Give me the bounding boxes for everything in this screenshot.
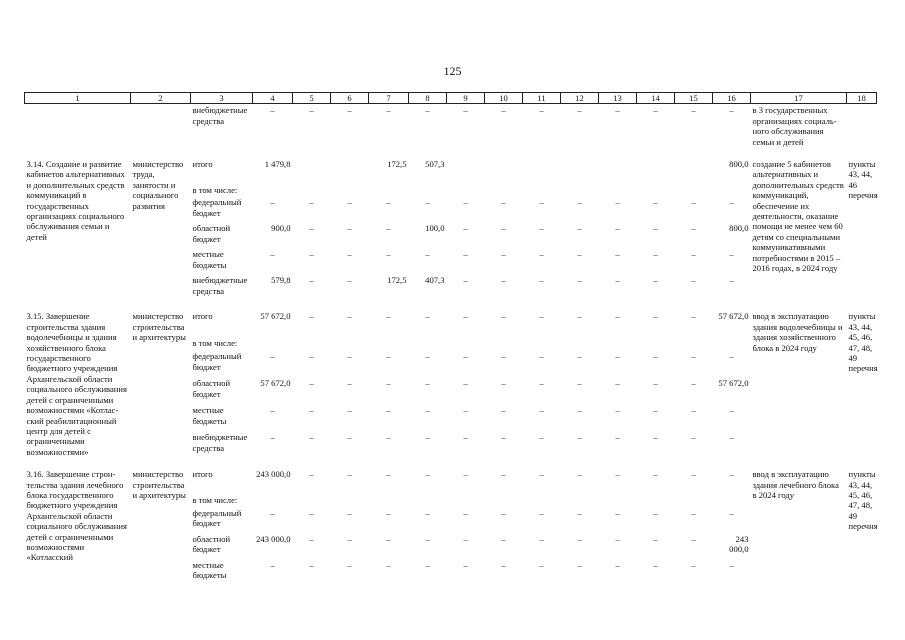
block-spacer	[25, 300, 877, 310]
column-number: 3	[191, 93, 253, 104]
amount-cell: 57 672,0	[260, 378, 291, 389]
activity-title: 3.14. Создание и развитие кабинетов альтернативных и дополнительных средств коммуникаций в государственных организациях социального обслуживания семьи и детей	[26, 159, 125, 242]
amount-cell: –	[691, 275, 696, 286]
amount-cell: –	[615, 223, 620, 234]
amount-cell: –	[615, 533, 620, 544]
amount-cell: –	[425, 559, 430, 570]
amount-cell: –	[577, 275, 582, 286]
column-number: 2	[131, 93, 191, 104]
amount-cell: –	[501, 223, 506, 234]
amount-cell: –	[691, 507, 696, 518]
amount-cell: –	[386, 432, 391, 443]
amount-cell	[369, 337, 409, 350]
block-spacer	[25, 458, 877, 468]
amount-cell: 172,5	[387, 275, 407, 286]
amount-cell: –	[386, 507, 391, 518]
amount-cell: 800,0	[729, 223, 749, 234]
funding-source: федеральный бюджет	[192, 197, 242, 218]
amount-cell	[253, 494, 293, 506]
amount-cell	[675, 158, 713, 184]
funding-source: внебюджетные средства	[192, 105, 248, 126]
amount-cell: –	[270, 105, 275, 116]
column-number: 5	[293, 93, 331, 104]
amount-cell: –	[577, 223, 582, 234]
amount-cell: –	[691, 105, 696, 116]
amount-cell	[523, 184, 561, 196]
funding-source: местные бюджеты	[192, 249, 227, 270]
funding-source: местные бюджеты	[192, 405, 227, 426]
amount-cell: –	[729, 351, 734, 362]
amount-cell: –	[347, 405, 352, 416]
amount-cell: –	[309, 351, 314, 362]
amount-cell: –	[347, 351, 352, 362]
amount-cell: –	[691, 351, 696, 362]
amount-cell	[293, 337, 331, 350]
amount-cell: –	[501, 378, 506, 389]
amount-cell: –	[501, 507, 506, 518]
list-references: пункты 43, 44, 45, 46, 47, 48, 49 перечня	[848, 311, 878, 374]
amount-cell: –	[309, 275, 314, 286]
expected-result: ввод в эксплуатацию здания водолечебницы и здания хозяйственного блока в 2024 году	[752, 311, 843, 353]
column-number: 12	[561, 93, 599, 104]
amount-cell: –	[501, 469, 506, 480]
amount-cell: –	[386, 223, 391, 234]
amount-cell: –	[653, 469, 658, 480]
amount-cell: –	[386, 469, 391, 480]
page-number: 125	[443, 64, 462, 78]
amount-cell: –	[270, 507, 275, 518]
amount-cell	[331, 184, 369, 196]
amount-cell: –	[577, 533, 582, 544]
amount-cell: –	[577, 351, 582, 362]
amount-cell: 172,5	[387, 159, 407, 170]
amount-cell: 507,3	[425, 159, 445, 170]
amount-cell: –	[386, 249, 391, 260]
amount-cell	[637, 494, 675, 506]
amount-cell: –	[425, 533, 430, 544]
activity-title	[25, 104, 131, 148]
amount-cell: –	[463, 432, 468, 443]
amount-cell: –	[501, 249, 506, 260]
amount-cell: –	[729, 275, 734, 286]
executor: министерство строительства и архитектуры	[132, 469, 186, 500]
amount-cell: –	[425, 469, 430, 480]
amount-cell	[713, 494, 751, 506]
amount-cell: –	[539, 311, 544, 322]
amount-cell: –	[691, 432, 696, 443]
amount-cell: –	[653, 105, 658, 116]
amount-cell: –	[615, 378, 620, 389]
amount-cell: –	[615, 275, 620, 286]
amount-cell: –	[615, 351, 620, 362]
activity-title: 3.15. Завершение строительства здания водолечебницы и здания хозяйственного блока государственного бюджетного учреждения Архангельской области социального обслуживания детей с ограниченными возможностями «Котлас-ский реабилитационный центр для детей с ограниченными возможностями»	[26, 311, 127, 457]
amount-cell: –	[425, 432, 430, 443]
amount-cell	[675, 184, 713, 196]
column-number: 1	[25, 93, 131, 104]
amount-cell: –	[347, 249, 352, 260]
amount-cell: –	[501, 275, 506, 286]
amount-cell: 579,8	[271, 275, 291, 286]
amount-cell	[409, 494, 447, 506]
column-number: 18	[847, 93, 877, 104]
amount-cell: –	[309, 105, 314, 116]
amount-cell	[599, 337, 637, 350]
amount-cell: –	[691, 533, 696, 544]
amount-cell	[485, 337, 523, 350]
funding-source: итого	[192, 311, 213, 322]
amount-cell: –	[539, 507, 544, 518]
amount-cell: –	[309, 559, 314, 570]
amount-cell: –	[653, 533, 658, 544]
amount-cell: –	[463, 249, 468, 260]
amount-cell	[447, 184, 485, 196]
amount-cell	[675, 494, 713, 506]
amount-cell	[713, 337, 751, 350]
amount-cell: –	[386, 405, 391, 416]
amount-cell: –	[691, 469, 696, 480]
amount-cell: –	[270, 351, 275, 362]
amount-cell: –	[501, 559, 506, 570]
amount-cell	[713, 184, 751, 196]
amount-cell: –	[653, 378, 658, 389]
amount-cell: –	[463, 533, 468, 544]
executor: министерство строительства и архитектуры	[132, 311, 186, 343]
amount-cell: –	[539, 378, 544, 389]
amount-cell: –	[463, 351, 468, 362]
amount-cell: 57 672,0	[718, 311, 749, 322]
amount-cell	[293, 494, 331, 506]
amount-cell: –	[653, 405, 658, 416]
amount-cell: –	[386, 105, 391, 116]
amount-cell: –	[691, 405, 696, 416]
amount-cell: –	[501, 533, 506, 544]
amount-cell: –	[501, 432, 506, 443]
amount-cell	[293, 184, 331, 196]
amount-cell	[485, 184, 523, 196]
amount-cell	[599, 184, 637, 196]
amount-cell: 800,0	[729, 159, 749, 170]
amount-cell: –	[386, 197, 391, 208]
amount-cell: –	[615, 197, 620, 208]
amount-cell: –	[691, 559, 696, 570]
amount-cell: –	[539, 249, 544, 260]
amount-cell: 243 000,0	[729, 533, 749, 554]
amount-cell	[675, 337, 713, 350]
amount-cell	[561, 337, 599, 350]
executor	[131, 104, 191, 148]
amount-cell: –	[309, 378, 314, 389]
amount-cell	[293, 158, 331, 184]
amount-cell: –	[270, 197, 275, 208]
amount-cell: –	[309, 249, 314, 260]
amount-cell: –	[309, 469, 314, 480]
amount-cell: –	[309, 223, 314, 234]
column-number: 7	[369, 93, 409, 104]
amount-cell: –	[347, 197, 352, 208]
amount-cell: –	[386, 533, 391, 544]
amount-cell: –	[463, 507, 468, 518]
amount-cell: –	[729, 469, 734, 480]
amount-cell	[409, 184, 447, 196]
amount-cell: –	[347, 105, 352, 116]
amount-cell: –	[577, 432, 582, 443]
amount-cell: –	[539, 559, 544, 570]
column-number-header	[25, 93, 877, 104]
amount-cell: –	[501, 311, 506, 322]
amount-cell: –	[577, 405, 582, 416]
amount-cell: –	[270, 405, 275, 416]
amount-cell: –	[270, 432, 275, 443]
amount-cell: 1 479,8	[264, 159, 291, 170]
amount-cell: –	[386, 378, 391, 389]
funding-source: внебюджетные средства	[192, 432, 248, 453]
funding-source: областной бюджет	[192, 223, 231, 244]
amount-cell: –	[425, 507, 430, 518]
amount-cell: –	[539, 469, 544, 480]
amount-cell: –	[615, 249, 620, 260]
amount-cell: –	[615, 105, 620, 116]
amount-cell: –	[425, 378, 430, 389]
amount-cell: –	[577, 311, 582, 322]
amount-cell	[523, 337, 561, 350]
amount-cell: –	[615, 432, 620, 443]
amount-cell: –	[729, 197, 734, 208]
amount-cell: –	[347, 275, 352, 286]
amount-cell: –	[347, 559, 352, 570]
column-number: 14	[637, 93, 675, 104]
amount-cell	[485, 158, 523, 184]
amount-cell: –	[463, 378, 468, 389]
list-references: пункты 43, 44, 46 перечня	[848, 159, 878, 201]
amount-cell: 900,0	[271, 223, 291, 234]
amount-cell: 100,0	[425, 223, 445, 234]
amount-cell: –	[577, 105, 582, 116]
amount-cell: –	[729, 559, 734, 570]
amount-cell: –	[463, 469, 468, 480]
amount-cell: –	[463, 405, 468, 416]
column-number: 13	[599, 93, 637, 104]
amount-cell	[523, 158, 561, 184]
amount-cell	[447, 337, 485, 350]
amount-cell: –	[615, 405, 620, 416]
amount-cell: –	[539, 405, 544, 416]
amount-cell: –	[309, 405, 314, 416]
amount-cell: –	[615, 469, 620, 480]
amount-cell: –	[615, 507, 620, 518]
amount-cell: –	[425, 105, 430, 116]
amount-cell	[599, 494, 637, 506]
amount-cell: –	[691, 311, 696, 322]
amount-cell: –	[577, 378, 582, 389]
amount-cell	[637, 184, 675, 196]
table-row	[25, 468, 877, 494]
amount-cell: –	[309, 432, 314, 443]
funding-source: в том числе:	[192, 495, 238, 506]
amount-cell: –	[347, 223, 352, 234]
amount-cell: –	[615, 311, 620, 322]
amount-cell	[637, 158, 675, 184]
block-spacer	[25, 148, 877, 158]
amount-cell: –	[653, 559, 658, 570]
amount-cell: –	[386, 559, 391, 570]
amount-cell: 407,3	[425, 275, 445, 286]
amount-cell: –	[729, 105, 734, 116]
amount-cell	[561, 158, 599, 184]
column-number: 10	[485, 93, 523, 104]
amount-cell: –	[653, 507, 658, 518]
amount-cell: –	[539, 351, 544, 362]
amount-cell	[523, 494, 561, 506]
amount-cell	[331, 337, 369, 350]
expected-result: ввод в эксплуатацию здания лечебного блока в 2024 году	[752, 469, 839, 500]
amount-cell	[637, 337, 675, 350]
amount-cell: –	[577, 507, 582, 518]
amount-cell: –	[539, 105, 544, 116]
amount-cell: –	[729, 507, 734, 518]
amount-cell	[331, 158, 369, 184]
amount-cell: –	[463, 275, 468, 286]
amount-cell: –	[501, 405, 506, 416]
amount-cell: –	[347, 507, 352, 518]
amount-cell	[447, 494, 485, 506]
amount-cell: –	[309, 507, 314, 518]
program-table	[24, 92, 877, 585]
column-number: 6	[331, 93, 369, 104]
amount-cell: –	[425, 249, 430, 260]
executor: министерство труда, занятости и социального развития	[132, 159, 184, 211]
amount-cell: –	[539, 533, 544, 544]
amount-cell: –	[577, 559, 582, 570]
amount-cell	[485, 494, 523, 506]
amount-cell: –	[347, 311, 352, 322]
amount-cell: –	[347, 432, 352, 443]
amount-cell: –	[691, 223, 696, 234]
amount-cell: –	[386, 311, 391, 322]
funding-source: областной бюджет	[192, 378, 231, 399]
amount-cell: –	[463, 311, 468, 322]
amount-cell: –	[425, 351, 430, 362]
amount-cell: –	[691, 378, 696, 389]
amount-cell: –	[539, 432, 544, 443]
amount-cell: –	[729, 249, 734, 260]
amount-cell: –	[539, 275, 544, 286]
amount-cell: –	[347, 533, 352, 544]
amount-cell: –	[501, 197, 506, 208]
amount-cell: –	[729, 405, 734, 416]
column-number: 8	[409, 93, 447, 104]
amount-cell: –	[653, 311, 658, 322]
funding-source: внебюджетные средства	[192, 275, 248, 296]
amount-cell: –	[691, 197, 696, 208]
amount-cell: –	[309, 533, 314, 544]
amount-cell: –	[653, 432, 658, 443]
amount-cell: –	[425, 405, 430, 416]
amount-cell: –	[347, 469, 352, 480]
amount-cell	[561, 494, 599, 506]
funding-source: итого	[192, 159, 213, 170]
column-number: 4	[253, 93, 293, 104]
amount-cell: –	[309, 197, 314, 208]
amount-cell	[561, 184, 599, 196]
amount-cell	[253, 337, 293, 350]
list-references	[847, 104, 877, 148]
table-row	[25, 158, 877, 184]
amount-cell: –	[501, 351, 506, 362]
amount-cell: –	[577, 469, 582, 480]
funding-source: итого	[192, 469, 213, 480]
funding-source: в том числе:	[192, 338, 238, 349]
funding-source: федеральный бюджет	[192, 351, 242, 372]
amount-cell: –	[463, 105, 468, 116]
list-references: пункты 43, 44, 45, 46, 47, 48, 49 перечня	[848, 469, 878, 532]
amount-cell	[447, 158, 485, 184]
amount-cell: –	[463, 197, 468, 208]
amount-cell: –	[347, 378, 352, 389]
column-number: 15	[675, 93, 713, 104]
funding-source: в том числе:	[192, 185, 238, 196]
funding-source: федеральный бюджет	[192, 507, 242, 528]
column-number: 16	[713, 93, 751, 104]
amount-cell	[599, 158, 637, 184]
funding-source: областной бюджет	[192, 533, 231, 554]
amount-cell: –	[577, 197, 582, 208]
amount-cell	[253, 184, 293, 196]
column-number: 11	[523, 93, 561, 104]
amount-cell: –	[539, 223, 544, 234]
amount-cell: –	[270, 559, 275, 570]
amount-cell	[369, 494, 409, 506]
amount-cell: –	[653, 249, 658, 260]
amount-cell: –	[425, 197, 430, 208]
amount-cell: –	[539, 197, 544, 208]
amount-cell: –	[386, 351, 391, 362]
amount-cell: –	[463, 559, 468, 570]
activity-title: 3.16. Завершение строн-тельства здания лечебного блока государственного бюджетного учреждения Архангельской области социального обслуживания детей с ограниченными возможностями «Котласский	[26, 469, 127, 563]
amount-cell	[369, 184, 409, 196]
amount-cell: 243 000,0	[256, 533, 291, 544]
amount-cell: –	[577, 249, 582, 260]
expected-result: в 3 государственных организациях социаль-ного обслуживания семьи и детей	[752, 105, 837, 147]
amount-cell: –	[653, 197, 658, 208]
amount-cell: –	[309, 311, 314, 322]
amount-cell: –	[615, 559, 620, 570]
amount-cell: –	[653, 223, 658, 234]
column-number: 9	[447, 93, 485, 104]
expected-result: создание 5 кабинетов альтернативных и дополнительных средств коммуникаций, обеспечение их деятельности, оказание помощи не менее чем 60 детям со специальными коммуникативными потребностями в 2015 – 2016 годах, в 2024 году	[752, 159, 844, 274]
amount-cell: 57 672,0	[260, 311, 291, 322]
amount-cell: –	[653, 275, 658, 286]
amount-cell	[331, 494, 369, 506]
amount-cell: –	[691, 249, 696, 260]
amount-cell: –	[501, 105, 506, 116]
amount-cell: –	[729, 432, 734, 443]
amount-cell: –	[653, 351, 658, 362]
amount-cell: –	[425, 311, 430, 322]
table-row	[25, 104, 877, 148]
table-row	[25, 310, 877, 337]
table-body	[25, 104, 877, 585]
amount-cell	[409, 337, 447, 350]
funding-source: местные бюджеты	[192, 559, 227, 580]
amount-cell: 243 000,0	[256, 469, 291, 480]
amount-cell: –	[270, 249, 275, 260]
amount-cell: 57 672,0	[718, 378, 749, 389]
column-number: 17	[751, 93, 847, 104]
amount-cell: –	[463, 223, 468, 234]
